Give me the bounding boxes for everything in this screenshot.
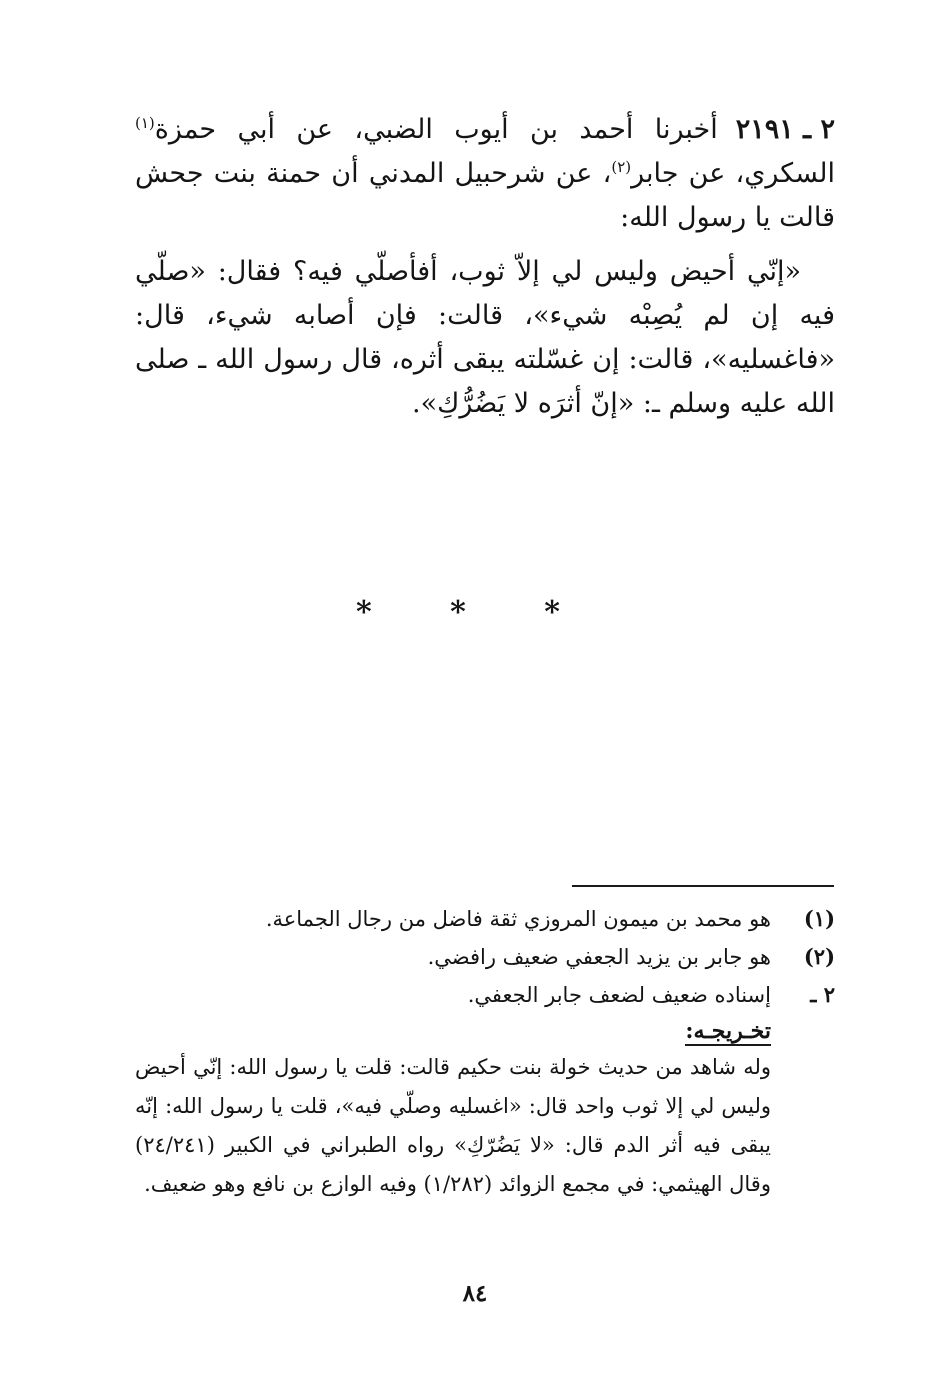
footnote-divider bbox=[572, 885, 834, 887]
footnote-number: (١) bbox=[803, 906, 835, 931]
footnote-item bbox=[135, 938, 835, 976]
hadith-number: ٢ ـ ٢١٩١ bbox=[735, 114, 835, 145]
footnote-ref-2[interactable]: (٢) bbox=[611, 158, 632, 176]
isnad-text-1: أخبرنا أحمد بن أيوب الضبي، عن أبي حمزة bbox=[154, 114, 718, 145]
section-separator: * * * bbox=[356, 595, 594, 630]
footnote-ref-1[interactable]: (١) bbox=[135, 114, 155, 132]
hadith-block bbox=[135, 108, 835, 426]
footnote-text: هو جابر بن يزيد الجعفي ضعيف رافضي. bbox=[427, 945, 771, 969]
isnad-text-3: ، عن شرحبيل المدني أن حمنة بنت جحش قالت يا رسول الله: bbox=[135, 158, 835, 233]
footnote-item bbox=[135, 976, 835, 1014]
footnote-text: هو محمد بن ميمون المروزي ثقة فاضل من رجال الجماعة. bbox=[265, 907, 771, 931]
isnad-text-2: السكري، عن جابر bbox=[631, 158, 835, 189]
takhrij-heading bbox=[135, 1014, 771, 1048]
isnad-paragraph bbox=[135, 108, 835, 240]
footnotes-block bbox=[135, 900, 835, 1204]
takhrij-heading-text: تخـريجـه: bbox=[685, 1018, 771, 1044]
footnote-number: (٢) bbox=[803, 944, 835, 969]
takhrij-text: وله شاهد من حديث خولة بنت حكيم قالت: قلت يا رسول الله: إنّي أحيض وليس لي إلا ثوب واحد قال: «اغسليه وصلّي فيه»، قلت يا رسول الله: إنّه يبقى فيه أثر الدم قال: «لا يَضُرّكِ» رواه الطبراني في الكبير (٢٤/٢٤١) وقال الهيثمي: في مجمع الزوائد (١/٢٨٢) وفيه الوازع بن نافع وهو ضعيف. bbox=[135, 1055, 771, 1196]
matn-paragraph: «إنّي أحيض وليس لي إلاّ ثوب، أفأصلّي فيه؟ فقال: «صلّي فيه إن لم يُصِبْه شيء»، قالت: فإن أصابه شيء، قال: «فاغسليه»، قالت: إن غسّلته يبقى أثره، قال رسول الله ـ صلى الله عليه وسلم ـ: «إنّ أثرَه لا يَضُرُّكِ». bbox=[135, 256, 835, 419]
footnote-item bbox=[135, 900, 835, 938]
footnote-text: إسناده ضعيف لضعف جابر الجعفي. bbox=[467, 983, 771, 1007]
page-number: ٨٤ bbox=[462, 1280, 488, 1307]
footnote-number: ٢ ـ bbox=[810, 982, 835, 1007]
